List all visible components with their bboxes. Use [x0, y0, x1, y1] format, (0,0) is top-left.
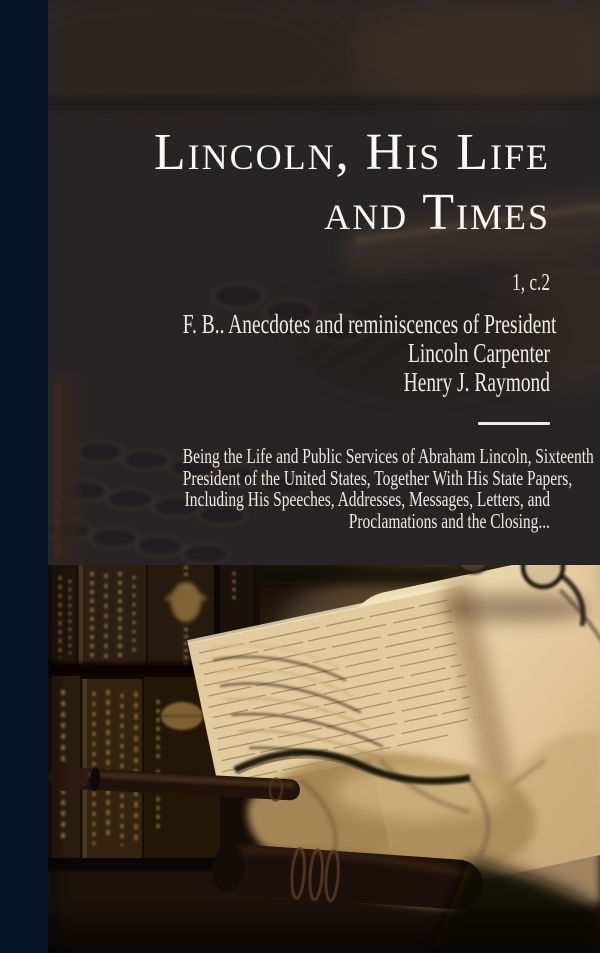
title-line: Lincoln, His Life — [153, 124, 550, 181]
subtitle-line: Including His Speeches, Addresses, Messages, Letters, and — [184, 487, 550, 511]
subtitle-line: Proclamations and the Closing... — [348, 508, 550, 533]
volume-label — [150, 271, 550, 295]
spine-accent-strip — [0, 0, 48, 953]
subtitle-block — [40, 444, 594, 533]
author-line: Henry J. Raymond — [403, 367, 550, 397]
author-line: Lincoln Carpenter — [408, 338, 550, 368]
title-line: and Times — [324, 184, 550, 241]
volume-text: 1, c.2 — [512, 270, 550, 296]
subtitle-line: Being the Life and Public Services of Abraham Lincoln, Sixteenth — [182, 444, 594, 468]
author-block — [40, 309, 557, 397]
author-line: F. B.. Anecdotes and reminiscences of President — [182, 309, 557, 339]
divider-rule — [478, 422, 550, 425]
subtitle-line: President of the United States, Together With His State Papers, — [182, 465, 573, 490]
book-title — [40, 123, 550, 243]
